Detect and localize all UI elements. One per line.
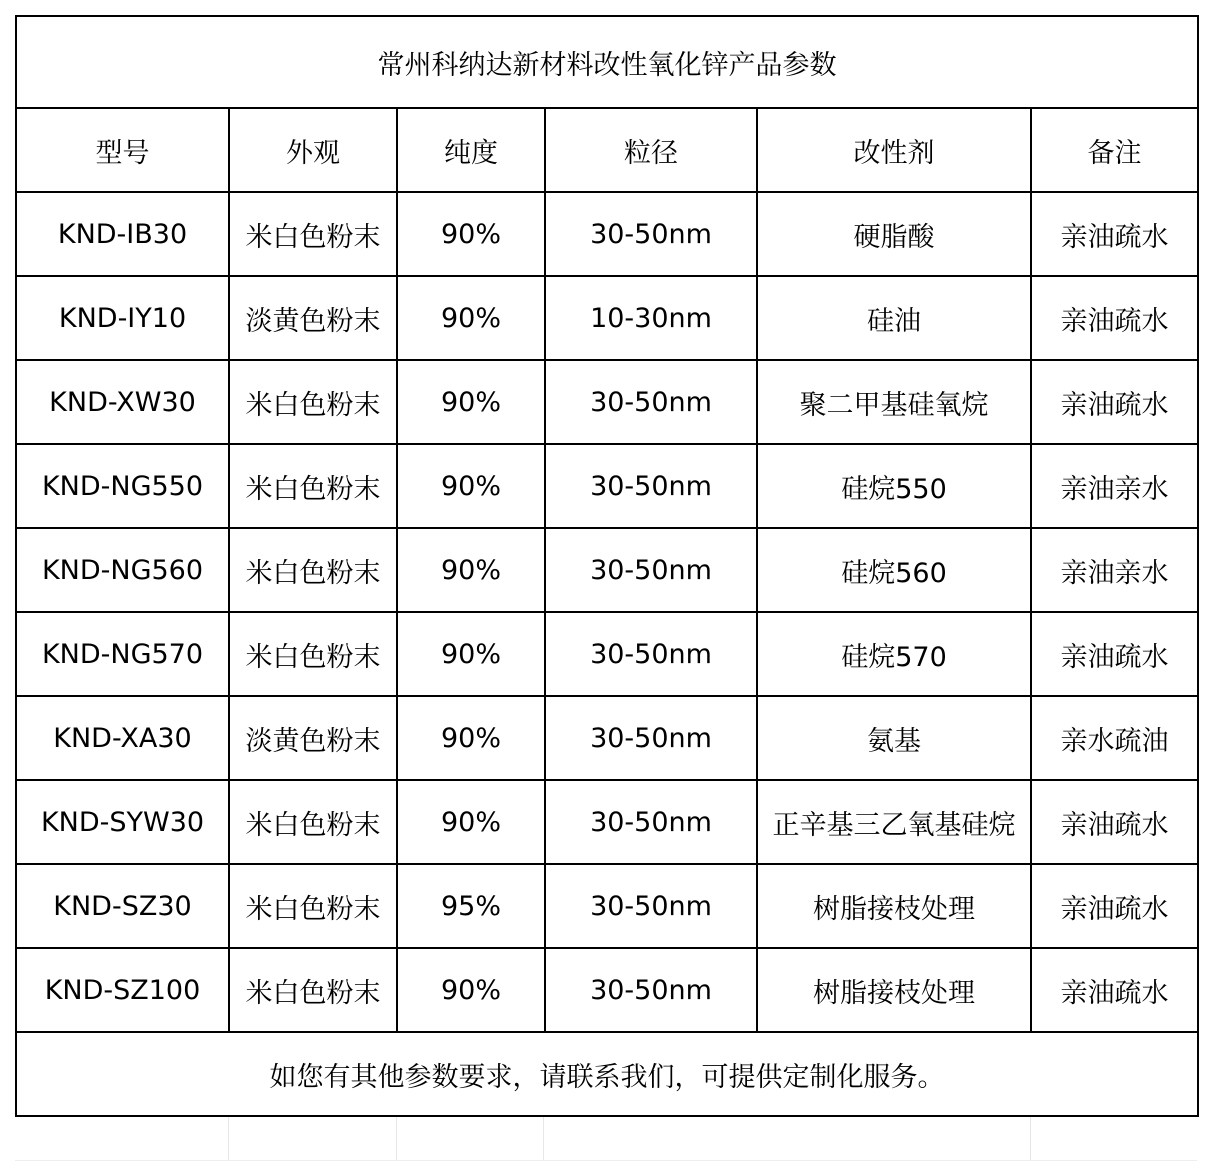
cell-appearance: 米白色粉末 [229,780,397,864]
gridline [543,1117,544,1161]
header-particle-size: 粒径 [545,108,757,192]
cell-particle-size: 30-50nm [545,444,757,528]
cell-modifier: 硅油 [757,276,1031,360]
cell-model: KND-NG570 [16,612,229,696]
cell-modifier: 聚二甲基硅氧烷 [757,360,1031,444]
cell-purity: 95% [397,864,545,948]
cell-modifier: 氨基 [757,696,1031,780]
cell-appearance: 米白色粉末 [229,192,397,276]
cell-particle-size: 30-50nm [545,192,757,276]
header-modifier: 改性剂 [757,108,1031,192]
cell-purity: 90% [397,444,545,528]
cell-remarks: 亲油疏水 [1031,864,1198,948]
header-remarks: 备注 [1031,108,1198,192]
cell-model: KND-XA30 [16,696,229,780]
gridline [228,1117,229,1161]
cell-purity: 90% [397,192,545,276]
cell-remarks: 亲油疏水 [1031,360,1198,444]
cell-remarks: 亲油疏水 [1031,780,1198,864]
header-purity: 纯度 [397,108,545,192]
table-row [16,528,1198,612]
cell-modifier: 硅烷570 [757,612,1031,696]
cell-appearance: 米白色粉末 [229,360,397,444]
cell-remarks: 亲油亲水 [1031,444,1198,528]
cell-particle-size: 30-50nm [545,864,757,948]
cell-purity: 90% [397,528,545,612]
cell-model: KND-SYW30 [16,780,229,864]
cell-appearance: 淡黄色粉末 [229,276,397,360]
cell-modifier: 树脂接枝处理 [757,948,1031,1032]
cell-appearance: 米白色粉末 [229,864,397,948]
cell-remarks: 亲油疏水 [1031,948,1198,1032]
cell-remarks: 亲油亲水 [1031,528,1198,612]
table-row [16,444,1198,528]
cell-modifier: 硬脂酸 [757,192,1031,276]
footer-row [16,1032,1198,1116]
footer-note: 如您有其他参数要求，请联系我们，可提供定制化服务。 [16,1032,1198,1116]
cell-appearance: 米白色粉末 [229,444,397,528]
cell-appearance: 淡黄色粉末 [229,696,397,780]
cell-particle-size: 30-50nm [545,612,757,696]
table-row [16,612,1198,696]
cell-modifier: 硅烷550 [757,444,1031,528]
cell-appearance: 米白色粉末 [229,948,397,1032]
cell-model: KND-NG560 [16,528,229,612]
cell-particle-size: 30-50nm [545,696,757,780]
header-row [16,108,1198,192]
title-row [16,16,1198,108]
cell-purity: 90% [397,696,545,780]
cell-particle-size: 30-50nm [545,780,757,864]
table-row [16,948,1198,1032]
cell-purity: 90% [397,276,545,360]
gridline [396,1117,397,1161]
cell-remarks: 亲油疏水 [1031,612,1198,696]
cell-appearance: 米白色粉末 [229,528,397,612]
cell-model: KND-IY10 [16,276,229,360]
cell-remarks: 亲水疏油 [1031,696,1198,780]
cell-remarks: 亲油疏水 [1031,192,1198,276]
table-row [16,276,1198,360]
header-model: 型号 [16,108,229,192]
table-row [16,696,1198,780]
cell-particle-size: 30-50nm [545,528,757,612]
cell-purity: 90% [397,612,545,696]
cell-purity: 90% [397,948,545,1032]
table-row [16,780,1198,864]
cell-model: KND-IB30 [16,192,229,276]
cell-particle-size: 10-30nm [545,276,757,360]
cell-model: KND-NG550 [16,444,229,528]
cell-purity: 90% [397,780,545,864]
gridline [1030,1117,1031,1161]
table-row [16,192,1198,276]
gridline [15,1160,1197,1161]
cell-modifier: 正辛基三乙氧基硅烷 [757,780,1031,864]
product-parameter-table [15,15,1199,1117]
cell-particle-size: 30-50nm [545,948,757,1032]
cell-remarks: 亲油疏水 [1031,276,1198,360]
table-row [16,864,1198,948]
cell-particle-size: 30-50nm [545,360,757,444]
table-row [16,360,1198,444]
cell-modifier: 树脂接枝处理 [757,864,1031,948]
cell-model: KND-SZ100 [16,948,229,1032]
cell-modifier: 硅烷560 [757,528,1031,612]
cell-purity: 90% [397,360,545,444]
header-appearance: 外观 [229,108,397,192]
cell-appearance: 米白色粉末 [229,612,397,696]
cell-model: KND-XW30 [16,360,229,444]
cell-model: KND-SZ30 [16,864,229,948]
table-title: 常州科纳达新材料改性氧化锌产品参数 [16,16,1198,108]
table-body [16,192,1198,1032]
